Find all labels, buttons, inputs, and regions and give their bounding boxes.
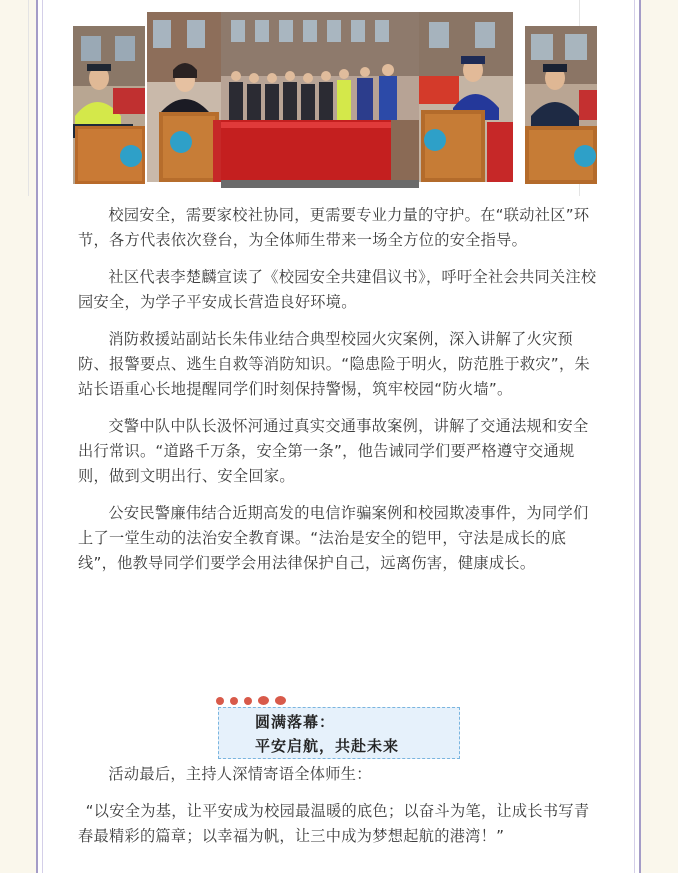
article-body [78,203,600,588]
closing-section [78,762,600,861]
dot-icon [275,696,286,705]
paragraph-traffic: 交警中队中队长汲怀河通过真实交通事故案例，讲解了交通法规和安全出行常识。“道路千万条，安全第一条”，他告诫同学们要严格遵守交通规则，做到文明出行、安全回家。 [78,417,589,485]
community-rep-photo [147,12,221,182]
decorative-dots [216,690,292,702]
dot-icon [216,697,224,705]
section-title-box [218,707,460,759]
section-title-line2: 平安启航，共赴未来 [255,737,400,755]
dot-icon [244,697,252,705]
paragraph-community: 社区代表李楚麟宣读了《校园安全共建倡议书》，呼吁全社会共同关注校园安全，为学子平安成长营造良好环境。 [78,268,597,311]
paragraph-fire: 消防救援站副站长朱伟业结合典型校园火灾案例，深入讲解了火灾预防、报警要点、逃生自救等消防知识。“隐患险于明火，防范胜于救灾”，朱站长语重心长地提醒同学们时刻保持警惕，筑牢校园“防火墙”。 [78,330,590,398]
paragraph-intro: 校园安全，需要家校社协同，更需要专业力量的守护。在“联动社区”环节，各方代表依次登台，为全体师生带来一场全方位的安全指导。 [78,206,590,249]
closing-quote: “以安全为基，让平安成为校园最温暖的底色；以奋斗为笔，让成长书写青春最精彩的篇章；以幸福为帆，让三中成为梦想起航的港湾！” [78,802,590,845]
stage-group-photo [221,12,419,188]
dot-icon [230,697,238,705]
photo-collage [28,0,580,196]
traffic-police-photo [73,26,145,184]
paragraph-police: 公安民警廉伟结合近期高发的电信诈骗案例和校园欺凌事件，为同学们上了一堂生动的法治安全教育课。“法治是安全的铠甲，守法是成长的底线”，他教导同学们要学会用法律保护自己，远离伤害，健康成长。 [78,504,589,572]
closing-intro: 活动最后，主持人深情寄语全体师生： [108,765,372,783]
dot-icon [258,696,269,705]
police-officer-photo [525,26,597,184]
section-title-line1: 圆满落幕： [255,713,336,731]
fire-officer-photo [419,12,513,182]
